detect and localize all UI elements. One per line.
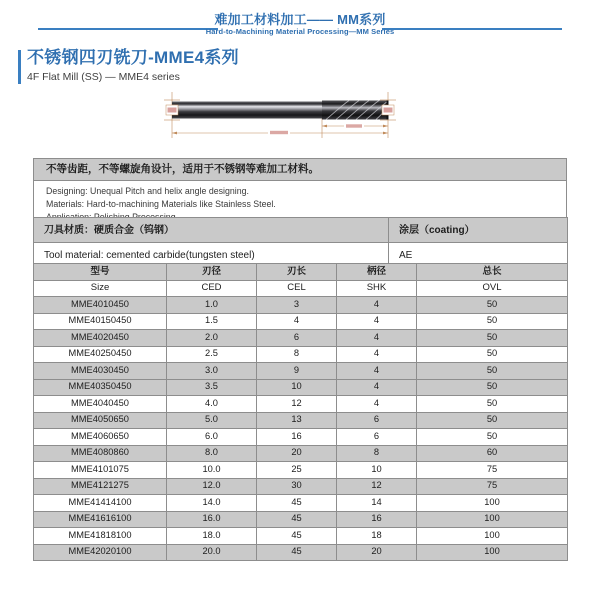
cell-size: MME40250450 [34,346,167,363]
cell-ovl: 50 [417,297,568,314]
table-row [34,495,568,512]
cell-size: MME42020100 [34,544,167,561]
description-headline: 不等齿距，不等螺旋角设计，适用于不锈钢等难加工材料。 [34,159,566,181]
cell-ced: 3.0 [167,363,257,380]
cell-cel: 4 [257,313,337,330]
cell-cel: 25 [257,462,337,479]
cell-ovl: 60 [417,445,568,462]
cell-ovl: 75 [417,478,568,495]
cell-ced: 5.0 [167,412,257,429]
cell-cel: 30 [257,478,337,495]
product-title-cn: 不锈钢四刃铣刀-MME4系列 [27,48,239,67]
cell-shk: 4 [337,330,417,347]
cell-ovl: 50 [417,313,568,330]
cell-shk: 8 [337,445,417,462]
cell-cel: 8 [257,346,337,363]
cell-shk: 4 [337,297,417,314]
cell-size: MME4010450 [34,297,167,314]
table-row [34,544,568,561]
title-accent-bar [18,50,21,84]
page-title [18,48,447,83]
spec-header-cn-cel: 刃长 [257,264,337,281]
cell-shk: 18 [337,528,417,545]
cell-shk: 10 [337,462,417,479]
page-banner [0,12,600,42]
cell-cel: 10 [257,379,337,396]
product-title-en: 4F Flat Mill (SS) — MME4 series [27,70,180,83]
table-row [34,445,568,462]
specification-table [33,263,568,561]
cell-cel: 12 [257,396,337,413]
cell-size: MME41818100 [34,528,167,545]
material-label-row [34,218,568,243]
banner-title-cn: 难加工材料加工—— MM系列 [214,12,386,27]
description-line: Materials: Hard-to-machining Materials like Stainless Steel. [46,198,276,209]
cell-cel: 16 [257,429,337,446]
spec-header-en-cel: CEL [257,280,337,297]
cell-ovl: 50 [417,379,568,396]
cell-cel: 3 [257,297,337,314]
cell-shk: 6 [337,429,417,446]
cell-shk: 4 [337,363,417,380]
table-row [34,297,568,314]
material-value-en: Tool material: cemented carbide(tungsten steel) [34,243,389,268]
cell-ced: 4.0 [167,396,257,413]
cell-ced: 14.0 [167,495,257,512]
cell-shk: 4 [337,379,417,396]
cell-shk: 4 [337,396,417,413]
cell-ovl: 100 [417,528,568,545]
cell-ced: 2.5 [167,346,257,363]
description-line: Designing: Unequal Pitch and helix angle designing. [46,186,249,197]
end-mill-diagram [150,86,450,154]
spec-header-row-en [34,280,568,297]
table-row [34,412,568,429]
cell-ced: 6.0 [167,429,257,446]
cell-cel: 45 [257,544,337,561]
spec-header-en-ovl: OVL [417,280,568,297]
cell-cel: 45 [257,511,337,528]
cell-ced: 12.0 [167,478,257,495]
table-row [34,313,568,330]
cell-size: MME40350450 [34,379,167,396]
table-row [34,346,568,363]
cell-ced: 16.0 [167,511,257,528]
cell-ovl: 50 [417,412,568,429]
spec-header-en-ced: CED [167,280,257,297]
cell-size: MME41616100 [34,511,167,528]
cell-ovl: 50 [417,346,568,363]
cell-ovl: 75 [417,462,568,479]
cell-shk: 12 [337,478,417,495]
cell-shk: 20 [337,544,417,561]
cell-ovl: 50 [417,330,568,347]
cell-ced: 1.0 [167,297,257,314]
spec-header-en-size: Size [34,280,167,297]
banner-text-group [0,12,600,36]
cell-ovl: 100 [417,495,568,512]
cell-ced: 8.0 [167,445,257,462]
table-row [34,363,568,380]
cell-size: MME4101075 [34,462,167,479]
material-coating-block [33,217,568,268]
cell-cel: 6 [257,330,337,347]
cell-shk: 16 [337,511,417,528]
cell-size: MME4040450 [34,396,167,413]
cell-ced: 10.0 [167,462,257,479]
cell-ovl: 50 [417,396,568,413]
table-row [34,511,568,528]
coating-label: 涂层（coating） [389,218,568,243]
cell-shk: 14 [337,495,417,512]
spec-header-row-cn [34,264,568,281]
spec-header-en-shk: SHK [337,280,417,297]
spec-header-cn-ced: 刃径 [167,264,257,281]
cell-size: MME4030450 [34,363,167,380]
cell-size: MME40150450 [34,313,167,330]
cell-cel: 45 [257,495,337,512]
material-label-cn: 刀具材质：硬质合金（钨钢） [34,218,389,243]
cell-cel: 13 [257,412,337,429]
cell-ced: 3.5 [167,379,257,396]
table-row [34,379,568,396]
table-row [34,528,568,545]
cell-ovl: 100 [417,511,568,528]
table-row [34,396,568,413]
spec-table-body [34,297,568,561]
coating-value: AE [389,243,568,268]
cell-cel: 9 [257,363,337,380]
table-row [34,478,568,495]
spec-header-cn-size: 型号 [34,264,167,281]
table-row [34,462,568,479]
cell-cel: 45 [257,528,337,545]
cell-shk: 4 [337,346,417,363]
cell-size: MME4060650 [34,429,167,446]
cell-cel: 20 [257,445,337,462]
cell-ced: 20.0 [167,544,257,561]
cell-shk: 4 [337,313,417,330]
spec-header-cn-shk: 柄径 [337,264,417,281]
cell-ced: 18.0 [167,528,257,545]
cell-ovl: 50 [417,429,568,446]
table-row [34,429,568,446]
product-image [150,86,450,154]
cell-shk: 6 [337,412,417,429]
cell-ced: 2.0 [167,330,257,347]
spec-header-cn-ovl: 总长 [417,264,568,281]
cell-ced: 1.5 [167,313,257,330]
cell-size: MME41414100 [34,495,167,512]
cell-size: MME4121275 [34,478,167,495]
table-row [34,330,568,347]
cell-size: MME4020450 [34,330,167,347]
tool-shank [172,102,322,119]
cell-ovl: 100 [417,544,568,561]
banner-title-en: Hard-to-Machining Material Processing—MM Series [205,27,395,36]
cell-size: MME4080860 [34,445,167,462]
cell-size: MME4050650 [34,412,167,429]
cell-ovl: 50 [417,363,568,380]
